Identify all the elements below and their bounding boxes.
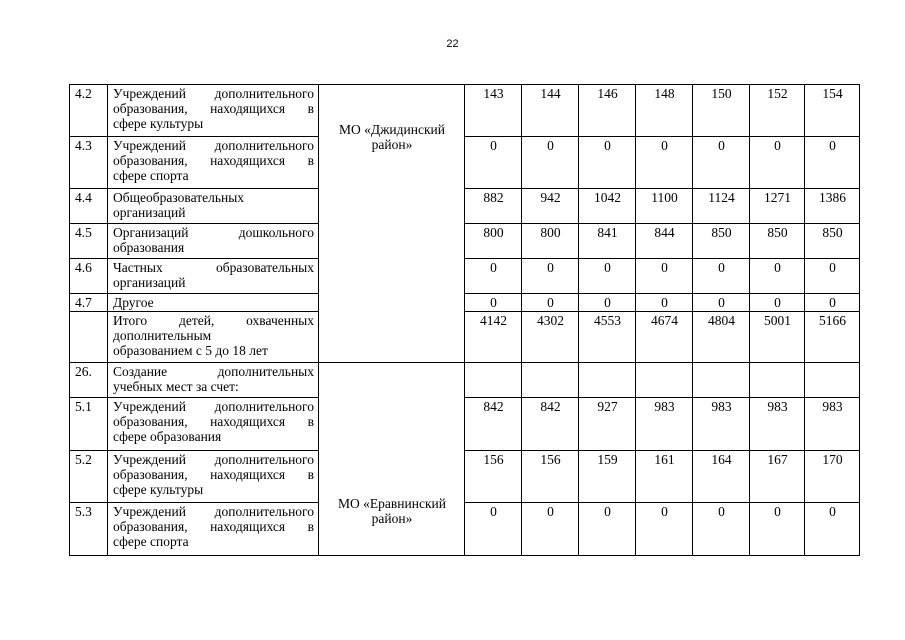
value-cell: 0 <box>636 503 693 556</box>
table-row <box>70 224 860 259</box>
value-cell: 143 <box>465 85 522 137</box>
value-cell: 0 <box>750 137 805 189</box>
row-number: 5.2 <box>70 451 108 503</box>
value-cell: 983 <box>636 398 693 451</box>
municipality-cell <box>319 363 465 556</box>
value-cell: 0 <box>693 137 750 189</box>
description-line: Учреждений дополнительного <box>113 399 314 414</box>
description-line: сфере образования <box>113 429 222 444</box>
value-cell: 5001 <box>750 312 805 363</box>
value-cell: 0 <box>465 137 522 189</box>
description-line: Общеобразовательных <box>113 190 245 205</box>
value-cell: 0 <box>579 503 636 556</box>
value-cell: 983 <box>693 398 750 451</box>
row-description <box>108 224 319 259</box>
municipality-name <box>324 86 460 152</box>
value-cell: 850 <box>750 224 805 259</box>
value-cell: 152 <box>750 85 805 137</box>
value-cell: 0 <box>805 294 860 312</box>
value-cell: 1042 <box>579 189 636 224</box>
description-line: образования, находящихся в <box>113 101 314 116</box>
value-cell: 850 <box>805 224 860 259</box>
municipality-line: район» <box>371 511 413 526</box>
table-row <box>70 451 860 503</box>
value-cell: 154 <box>805 85 860 137</box>
value-cell: 0 <box>465 294 522 312</box>
description-line: Частных образовательных <box>113 260 314 275</box>
row-number: 26. <box>70 363 108 398</box>
value-cell: 170 <box>805 451 860 503</box>
value-cell: 167 <box>750 451 805 503</box>
value-cell: 159 <box>579 451 636 503</box>
row-description <box>108 363 319 398</box>
value-cell: 842 <box>522 398 579 451</box>
value-cell: 0 <box>750 503 805 556</box>
municipality-line: МО «Еравнинский <box>338 496 446 511</box>
value-cell: 850 <box>693 224 750 259</box>
value-cell: 0 <box>805 503 860 556</box>
value-cell: 156 <box>465 451 522 503</box>
row-number: 4.4 <box>70 189 108 224</box>
value-cell: 800 <box>465 224 522 259</box>
value-cell: 0 <box>522 503 579 556</box>
table-row <box>70 85 860 137</box>
value-cell: 983 <box>805 398 860 451</box>
value-cell: 0 <box>579 259 636 294</box>
row-number: 4.7 <box>70 294 108 312</box>
value-cell: 0 <box>636 137 693 189</box>
row-description <box>108 85 319 137</box>
value-cell <box>750 363 805 398</box>
value-cell <box>805 363 860 398</box>
row-description <box>108 137 319 189</box>
description-line: сфере культуры <box>113 482 204 497</box>
description-line: образования <box>113 240 185 255</box>
value-cell: 0 <box>693 259 750 294</box>
value-cell: 0 <box>522 259 579 294</box>
value-cell: 0 <box>522 137 579 189</box>
description-line: образования, находящихся в <box>113 153 314 168</box>
row-number: 5.1 <box>70 398 108 451</box>
value-cell: 0 <box>522 294 579 312</box>
municipality-name <box>324 364 460 526</box>
table-row <box>70 363 860 398</box>
table-row <box>70 137 860 189</box>
value-cell: 1100 <box>636 189 693 224</box>
description-line: Учреждений дополнительного <box>113 86 314 101</box>
value-cell: 942 <box>522 189 579 224</box>
value-cell: 0 <box>750 294 805 312</box>
municipality-line: район» <box>371 137 413 152</box>
value-cell: 0 <box>579 294 636 312</box>
municipality-line: МО «Джидинский <box>339 122 445 137</box>
value-cell: 882 <box>465 189 522 224</box>
value-cell: 0 <box>636 259 693 294</box>
value-cell <box>636 363 693 398</box>
row-description <box>108 451 319 503</box>
indicators-table <box>69 84 860 556</box>
description-line: Другое <box>113 295 154 310</box>
value-cell: 156 <box>522 451 579 503</box>
description-line: сфере спорта <box>113 168 189 183</box>
value-cell: 1386 <box>805 189 860 224</box>
row-number: 4.3 <box>70 137 108 189</box>
row-number: 4.6 <box>70 259 108 294</box>
value-cell: 842 <box>465 398 522 451</box>
row-description <box>108 294 319 312</box>
description-line: Учреждений дополнительного <box>113 138 314 153</box>
municipality-cell <box>319 85 465 363</box>
row-description <box>108 259 319 294</box>
value-cell: 0 <box>636 294 693 312</box>
value-cell <box>693 363 750 398</box>
value-cell: 0 <box>805 137 860 189</box>
value-cell: 144 <box>522 85 579 137</box>
value-cell: 0 <box>579 137 636 189</box>
row-description <box>108 189 319 224</box>
value-cell: 800 <box>522 224 579 259</box>
value-cell: 983 <box>750 398 805 451</box>
row-description <box>108 503 319 556</box>
row-number: 4.2 <box>70 85 108 137</box>
description-line: образования, находящихся в <box>113 414 314 429</box>
row-number <box>70 312 108 363</box>
table-row <box>70 259 860 294</box>
value-cell <box>465 363 522 398</box>
description-line: образования, находящихся в <box>113 467 314 482</box>
value-cell: 4142 <box>465 312 522 363</box>
description-line: Организаций дошкольного <box>113 225 314 240</box>
table-row <box>70 189 860 224</box>
value-cell <box>522 363 579 398</box>
value-cell: 146 <box>579 85 636 137</box>
value-cell: 0 <box>693 503 750 556</box>
description-line: дополнительным <box>113 328 212 343</box>
value-cell: 0 <box>750 259 805 294</box>
value-cell: 1271 <box>750 189 805 224</box>
description-line: сфере спорта <box>113 534 189 549</box>
row-description <box>108 398 319 451</box>
table-row <box>70 312 860 363</box>
description-line: организаций <box>113 275 186 290</box>
value-cell: 0 <box>805 259 860 294</box>
value-cell: 5166 <box>805 312 860 363</box>
value-cell: 0 <box>693 294 750 312</box>
row-number: 4.5 <box>70 224 108 259</box>
value-cell: 164 <box>693 451 750 503</box>
description-line: сфере культуры <box>113 116 204 131</box>
value-cell: 841 <box>579 224 636 259</box>
value-cell: 4302 <box>522 312 579 363</box>
value-cell: 148 <box>636 85 693 137</box>
description-line: учебных мест за счет: <box>113 379 239 394</box>
value-cell: 4804 <box>693 312 750 363</box>
value-cell: 4553 <box>579 312 636 363</box>
row-number: 5.3 <box>70 503 108 556</box>
table-row <box>70 398 860 451</box>
value-cell: 161 <box>636 451 693 503</box>
table-row <box>70 503 860 556</box>
value-cell: 4674 <box>636 312 693 363</box>
description-line: образованием с 5 до 18 лет <box>113 343 268 358</box>
description-line: Итого детей, охваченных <box>113 313 314 328</box>
page-number: 22 <box>446 38 459 50</box>
description-line: организаций <box>113 205 186 220</box>
description-line: Учреждений дополнительного <box>113 452 314 467</box>
value-cell: 1124 <box>693 189 750 224</box>
value-cell: 844 <box>636 224 693 259</box>
description-line: Создание дополнительных <box>113 364 314 379</box>
value-cell: 0 <box>465 503 522 556</box>
value-cell <box>579 363 636 398</box>
description-line: образования, находящихся в <box>113 519 314 534</box>
value-cell: 927 <box>579 398 636 451</box>
row-description <box>108 312 319 363</box>
description-line: Учреждений дополнительного <box>113 504 314 519</box>
table-row <box>70 294 860 312</box>
value-cell: 0 <box>465 259 522 294</box>
value-cell: 150 <box>693 85 750 137</box>
